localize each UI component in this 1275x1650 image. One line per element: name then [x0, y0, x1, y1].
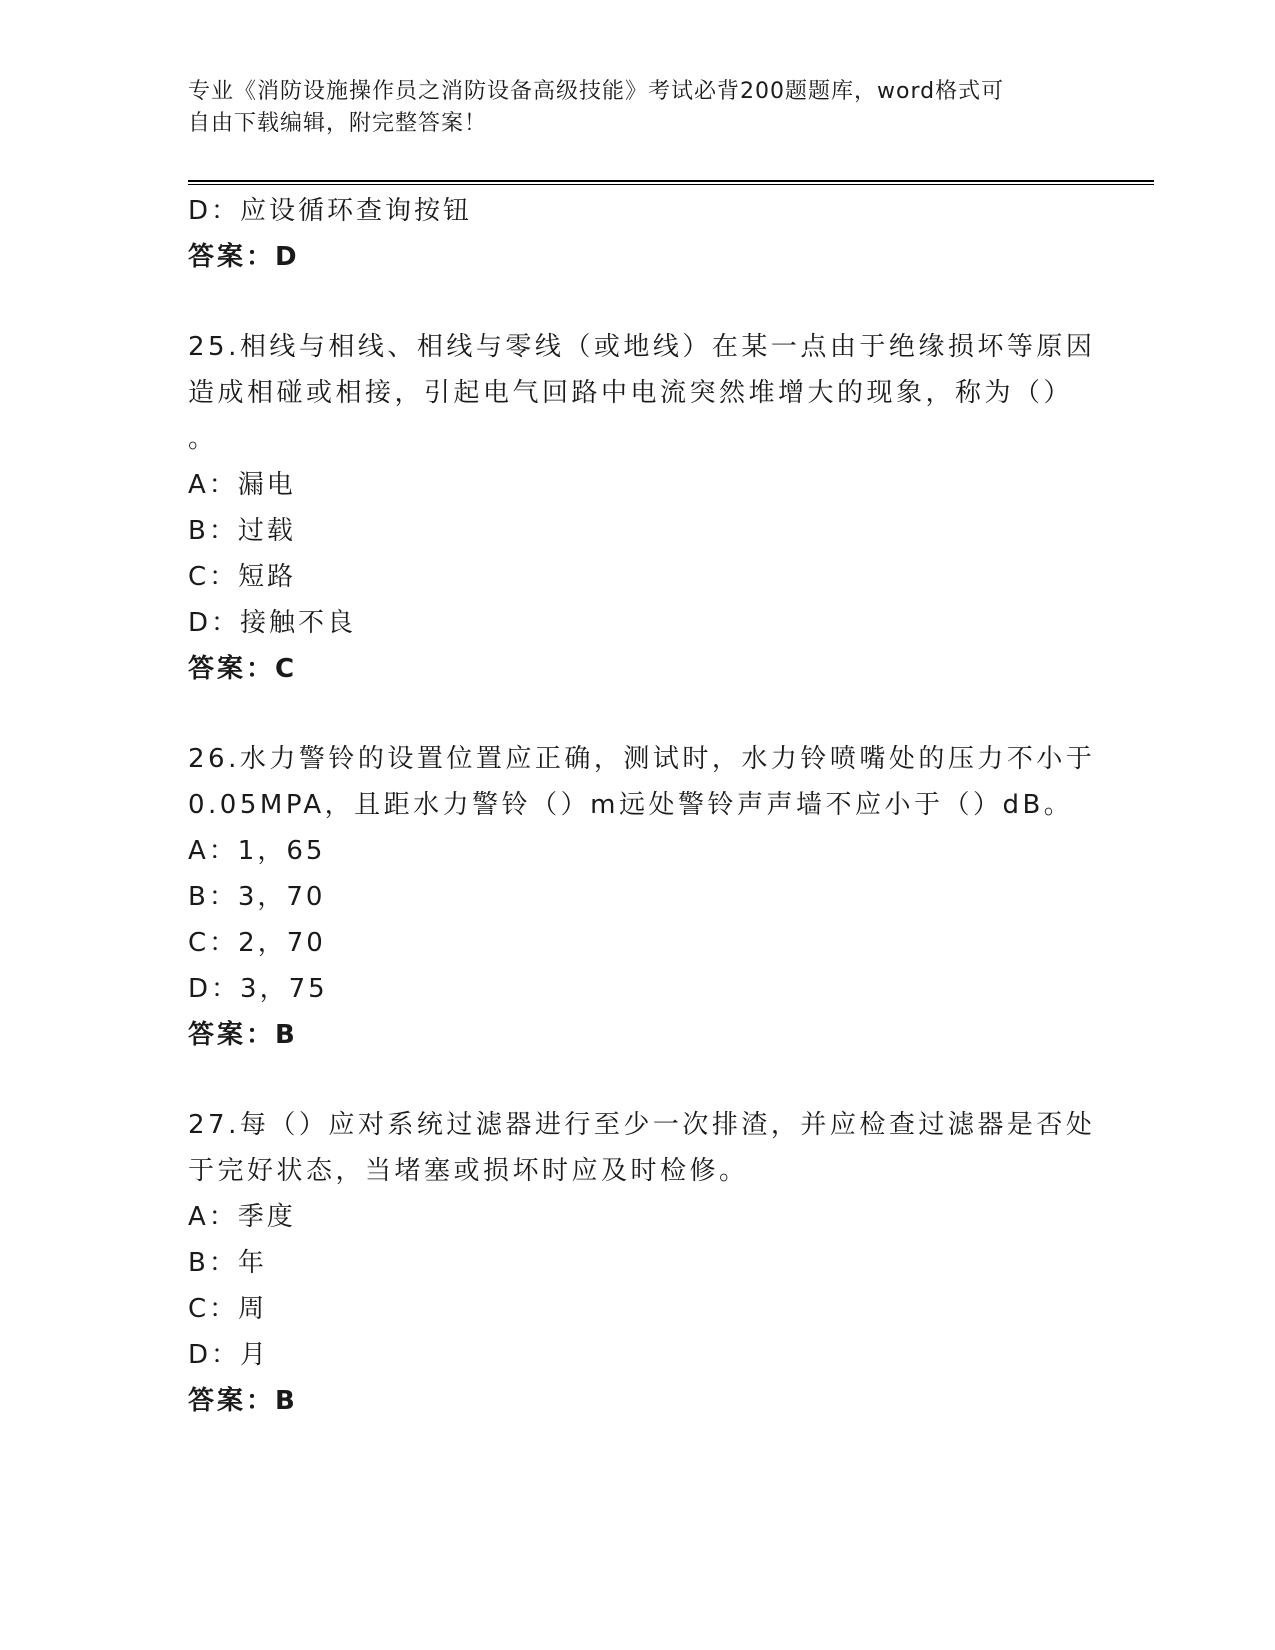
stem-line: 0.05MPA，且距水力警铃（）m远处警铃声声墙不应小于（）dB。: [188, 790, 1074, 820]
option-a: A：漏电: [188, 470, 296, 500]
spacer: [188, 280, 1088, 324]
option-c: C：2，70: [188, 928, 326, 958]
stem-line: 26.水力警铃的设置位置应正确，测试时，水力铃喷嘴处的压力不小于: [188, 744, 1096, 774]
option-d: D：接触不良: [188, 608, 357, 638]
question-26: [188, 736, 1096, 1058]
answer-line: 答案：B: [188, 1386, 298, 1416]
spacer: [188, 1058, 1088, 1102]
option-a: A：1，65: [188, 836, 326, 866]
option-a: A：季度: [188, 1202, 296, 1232]
answer-line: 答案：B: [188, 1020, 298, 1050]
question-list: [188, 188, 1096, 1424]
option-b: B：3，70: [188, 882, 326, 912]
option-c: C：周: [188, 1294, 268, 1324]
option-d: D：3，75: [188, 974, 328, 1004]
stem-line: 25.相线与相线、相线与零线（或地线）在某一点由于绝缘损坏等原因: [188, 332, 1096, 362]
option-b: B：年: [188, 1248, 267, 1278]
header-divider: [188, 180, 1154, 185]
answer-line: 答案：C: [188, 654, 298, 684]
question-27: [188, 1102, 1096, 1424]
question-stem: [188, 736, 1096, 828]
option-d: D：月: [188, 1340, 270, 1370]
spacer: [188, 692, 1088, 736]
stem-line: 27.每（）应对系统过滤器进行至少一次排渣，并应检查过滤器是否处: [188, 1110, 1096, 1140]
stem-line: 。: [188, 424, 218, 454]
question-25: [188, 324, 1096, 692]
stem-line: 于完好状态，当堵塞或损坏时应及时检修。: [188, 1156, 749, 1186]
option-d: D：应设循环查询按钮: [188, 196, 473, 226]
page-header: [188, 76, 1088, 140]
stem-line: 造成相碰或相接，引起电气回路中电流突然堆增大的现象，称为（）: [188, 378, 1074, 408]
question-stem: [188, 1102, 1096, 1194]
option-b: B：过载: [188, 516, 296, 546]
question-stem: [188, 324, 1096, 462]
header-title-line-1: 专业《消防设施操作员之消防设备高级技能》考试必背200题题库，word格式可: [188, 79, 1005, 104]
option-c: C：短路: [188, 562, 297, 592]
header-title-line-2: 自由下载编辑，附完整答案！: [188, 111, 488, 136]
answer-line: 答案：D: [188, 242, 300, 272]
